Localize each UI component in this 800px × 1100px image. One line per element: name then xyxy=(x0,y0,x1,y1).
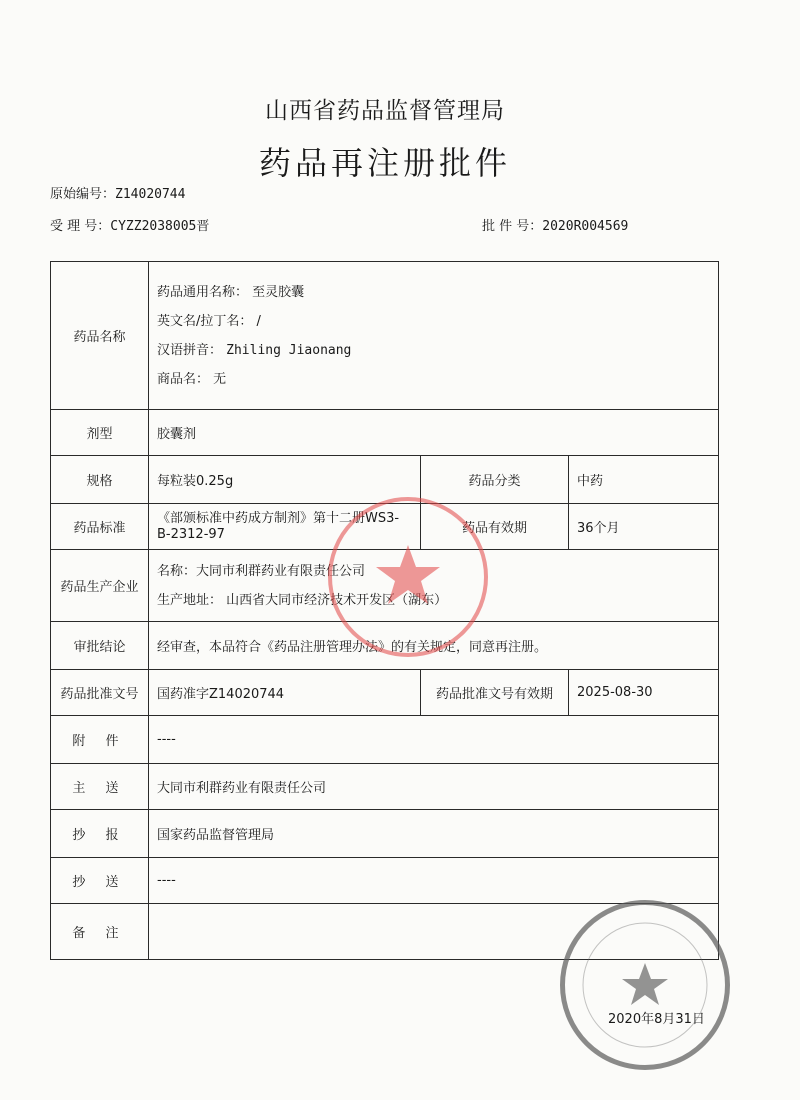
dosage-form-label: 剂型 xyxy=(51,410,149,456)
row-spec xyxy=(51,456,719,504)
standard-label: 药品标准 xyxy=(51,504,149,550)
company-seal xyxy=(328,497,488,657)
drug-name-details xyxy=(149,262,719,410)
row-approval-doc xyxy=(51,670,719,716)
attachment-label: 附 件 xyxy=(51,716,149,764)
row-copy-to xyxy=(51,858,719,904)
manufacturer-name-value: 大同市利群药业有限责任公司 xyxy=(196,563,366,579)
acceptance-number-label: 受 理 号： xyxy=(50,219,111,234)
attachment-value: ---- xyxy=(149,716,719,764)
approval-doc-validity-value: 2025-08-30 xyxy=(569,670,719,716)
main-send-label: 主 送 xyxy=(51,764,149,810)
main-send-value: 大同市利群药业有限责任公司 xyxy=(149,764,719,810)
english-name-line xyxy=(157,307,710,336)
acceptance-number-value: CYZZ2038005晋 xyxy=(110,219,210,234)
acceptance-number xyxy=(50,215,209,234)
row-main-send xyxy=(51,764,719,810)
original-number-label: 原始编号： xyxy=(50,187,116,202)
validity-label: 药品有效期 xyxy=(421,504,569,550)
spec-value: 每粒装0.25g xyxy=(149,456,421,504)
standard-value-line1: 《部颁标准中药成方制剂》第十二册WS3- xyxy=(157,510,400,526)
dosage-form-value: 胶囊剂 xyxy=(149,410,719,456)
validity-value: 36个月 xyxy=(569,504,719,550)
approval-doc-validity-label: 药品批准文号有效期 xyxy=(421,670,569,716)
drug-name-label: 药品名称 xyxy=(51,262,149,410)
row-report-to xyxy=(51,810,719,858)
trade-name-label: 商品名： xyxy=(157,371,210,387)
pinyin-label: 汉语拼音： xyxy=(157,342,223,358)
original-number xyxy=(50,183,185,202)
copy-to-value: ---- xyxy=(149,858,719,904)
standard-value-line2: B-2312-97 xyxy=(157,526,225,542)
english-name-value: / xyxy=(256,313,261,329)
english-name-label: 英文名/拉丁名： xyxy=(157,313,253,329)
category-label: 药品分类 xyxy=(421,456,569,504)
document-title: 药品再注册批件 xyxy=(258,144,511,182)
copy-to-label: 抄 送 xyxy=(51,858,149,904)
approval-doc-value: 国药准字Z14020744 xyxy=(149,670,421,716)
manufacturer-label: 药品生产企业 xyxy=(51,550,149,622)
manufacturer-address-label: 生产地址： xyxy=(157,592,223,608)
trade-name-line xyxy=(157,365,710,394)
generic-name-label: 药品通用名称： xyxy=(157,284,249,300)
approval-number-value: 2020R004569 xyxy=(542,219,629,234)
manufacturer-name-label: 名称： xyxy=(157,563,197,579)
trade-name-value: 无 xyxy=(213,371,227,387)
generic-name-line xyxy=(157,278,710,307)
remarks-label: 备 注 xyxy=(51,904,149,960)
seal-star-icon xyxy=(332,501,484,653)
agency-title: 山西省药品监督管理局 xyxy=(265,98,505,124)
category-value: 中药 xyxy=(569,456,719,504)
approval-doc-label: 药品批准文号 xyxy=(51,670,149,716)
row-dosage-form xyxy=(51,410,719,456)
approval-number-label: 批 件 号： xyxy=(482,219,543,234)
approval-number xyxy=(482,215,628,234)
original-number-value: Z14020744 xyxy=(115,187,186,202)
row-attachment xyxy=(51,716,719,764)
pinyin-line xyxy=(157,336,710,365)
issue-date: 2020年8月31日 xyxy=(608,1012,705,1027)
generic-name-value: 至灵胶囊 xyxy=(252,284,305,300)
conclusion-value: 经审查，本品符合《药品注册管理办法》的有关规定，同意再注册。 xyxy=(149,622,719,670)
row-drug-name xyxy=(51,262,719,410)
manufacturer-address-value: 山西省大同市经济技术开发区（湖东） xyxy=(226,592,448,608)
conclusion-label: 审批结论 xyxy=(51,622,149,670)
report-to-label: 抄 报 xyxy=(51,810,149,858)
agency-seal xyxy=(560,900,730,1070)
agency-seal-star-icon xyxy=(565,905,725,1065)
report-to-value: 国家药品监督管理局 xyxy=(149,810,719,858)
pinyin-value: Zhiling Jiaonang xyxy=(226,342,352,358)
spec-label: 规格 xyxy=(51,456,149,504)
